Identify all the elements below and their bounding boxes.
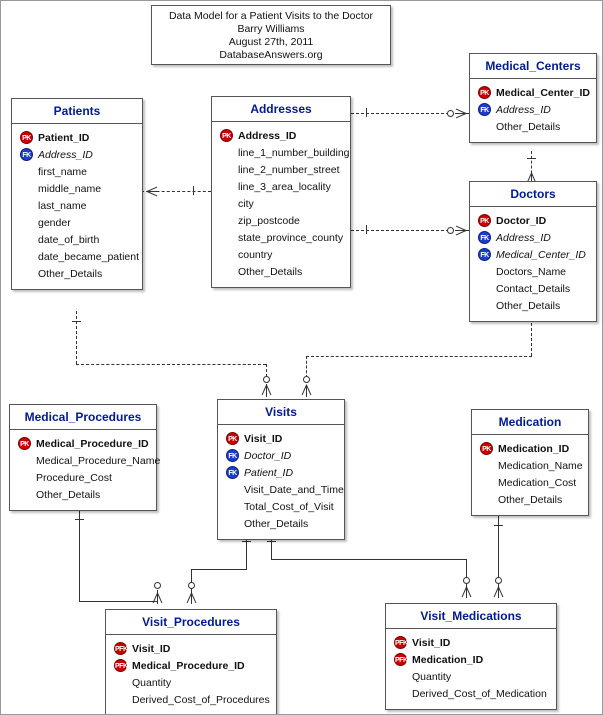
no-key-icon (20, 182, 33, 195)
tick-addresses-mc-one (366, 108, 367, 117)
attribute-row (12, 265, 142, 282)
attribute-row (470, 297, 596, 314)
no-key-icon (220, 180, 233, 193)
no-key-icon (220, 163, 233, 176)
diagram-title-line-3: August 27th, 2011 (228, 36, 314, 48)
attribute-label: Medical_Procedure_Name (36, 454, 161, 467)
pk-icon: PK (20, 131, 33, 144)
pfk-icon: PFK (114, 659, 127, 672)
attribute-label: Address_ID (238, 129, 297, 142)
attribute-label: Other_Details (496, 299, 561, 312)
attribute-row (218, 430, 344, 447)
attribute-label: Patient_ID (38, 131, 90, 144)
attribute-label: Other_Details (244, 517, 309, 530)
attribute-label: date_of_birth (38, 233, 100, 246)
attribute-label: Medical_Procedure_ID (132, 659, 245, 672)
attribute-row (12, 146, 142, 163)
no-key-icon (226, 517, 239, 530)
attribute-label: country (238, 248, 273, 261)
fk-icon: FK (478, 248, 491, 261)
attribute-row (470, 212, 596, 229)
entity-title-visits: Visits (218, 400, 344, 425)
crowfoot-visits-from-patients (261, 385, 272, 395)
entity-attributes-doctors (470, 207, 596, 321)
attribute-label: zip_postcode (238, 214, 300, 227)
no-key-icon (20, 267, 33, 280)
attribute-row (472, 457, 588, 474)
no-key-icon (220, 265, 233, 278)
diagram-title-box (151, 5, 391, 65)
optional-circle-visitproc-medproc (154, 582, 161, 589)
attribute-row (386, 634, 556, 651)
attribute-label: Contact_Details (496, 282, 571, 295)
attribute-row (212, 144, 350, 161)
pk-icon: PK (480, 442, 493, 455)
no-key-icon (20, 216, 33, 229)
attribute-row (12, 163, 142, 180)
entity-visit-procedures[interactable] (105, 609, 277, 715)
diagram-title-line-2: Barry Williams (237, 23, 305, 35)
entity-title-medical-procedures: Medical_Procedures (10, 405, 156, 430)
attribute-row (386, 651, 556, 668)
no-key-icon (114, 693, 127, 706)
attribute-label: date_became_patient (38, 250, 139, 263)
optional-circle-visits-patients (263, 376, 270, 383)
no-key-icon (18, 454, 31, 467)
attribute-label: Other_Details (498, 493, 563, 506)
optional-circle-visitproc-visits (188, 582, 195, 589)
entity-attributes-medication (472, 435, 588, 515)
entity-attributes-visit-medications (386, 629, 556, 709)
entity-visits[interactable] (217, 399, 345, 540)
crowfoot-visitproc-from-medproc (152, 593, 163, 603)
attribute-label: Total_Cost_of_Visit (244, 500, 334, 513)
pfk-icon: PFK (394, 636, 407, 649)
attribute-row (10, 469, 156, 486)
attribute-row (10, 486, 156, 503)
attribute-label: Doctor_ID (496, 214, 547, 227)
optional-circle-visits-doctors (303, 376, 310, 383)
no-key-icon (18, 488, 31, 501)
attribute-row (12, 231, 142, 248)
no-key-icon (20, 250, 33, 263)
link-patients-visits-v1 (76, 311, 77, 364)
attribute-label: Visit_ID (244, 432, 283, 445)
attribute-label: line_1_number_building (238, 146, 350, 159)
pfk-icon: PFK (394, 653, 407, 666)
tick-medication-one (494, 525, 503, 526)
no-key-icon (478, 120, 491, 133)
entity-title-visit-procedures: Visit_Procedures (106, 610, 276, 635)
attribute-label: Other_Details (238, 265, 303, 278)
attribute-label: first_name (38, 165, 88, 178)
attribute-label: gender (38, 216, 71, 229)
entity-attributes-visit-procedures (106, 635, 276, 715)
attribute-label: Address_ID (38, 148, 93, 161)
attribute-row (212, 263, 350, 280)
attribute-label: line_2_number_street (238, 163, 340, 176)
entity-attributes-medical-centers (470, 79, 596, 142)
tick-addresses-patients-one (193, 186, 194, 195)
crowfoot-visitproc-from-visits (186, 593, 197, 603)
attribute-label: Visit_ID (412, 636, 451, 649)
attribute-label: Derived_Cost_of_Procedures (132, 693, 270, 706)
fk-icon: FK (226, 466, 239, 479)
link-visits-visitproc-h (191, 569, 247, 570)
crowfoot-patients (147, 186, 157, 197)
attribute-row (106, 691, 276, 708)
crowfoot-visits-from-doctors (301, 385, 312, 395)
diagram-title-line-4: DatabaseAnswers.org (219, 49, 323, 61)
attribute-label: last_name (38, 199, 87, 212)
crowfoot-medical-centers (456, 108, 466, 119)
attribute-row (470, 246, 596, 263)
link-medication-visitmed-v1 (498, 515, 499, 597)
no-key-icon (220, 231, 233, 244)
no-key-icon (480, 476, 493, 489)
attribute-label: Medical_Center_ID (496, 248, 586, 261)
attribute-label: Medical_Center_ID (496, 86, 590, 99)
attribute-row (212, 246, 350, 263)
attribute-row (212, 127, 350, 144)
attribute-row (470, 280, 596, 297)
attribute-label: state_province_county (238, 231, 344, 244)
entity-attributes-patients (12, 124, 142, 289)
tick-visits-visitproc-one (242, 541, 251, 542)
entity-title-visit-medications: Visit_Medications (386, 604, 556, 629)
no-key-icon (220, 214, 233, 227)
entity-patients[interactable] (11, 98, 143, 290)
attribute-label: Other_Details (496, 120, 561, 133)
no-key-icon (478, 265, 491, 278)
attribute-label: Address_ID (496, 231, 551, 244)
pk-icon: PK (478, 86, 491, 99)
attribute-row (470, 118, 596, 135)
no-key-icon (220, 197, 233, 210)
attribute-row (470, 84, 596, 101)
attribute-row (386, 685, 556, 702)
entity-title-patients: Patients (12, 99, 142, 124)
tick-visits-visitmed-one (267, 541, 276, 542)
attribute-row (218, 447, 344, 464)
attribute-row (106, 640, 276, 657)
no-key-icon (226, 483, 239, 496)
attribute-row (12, 214, 142, 231)
optional-circle-visitmed-visits (463, 577, 470, 584)
attribute-label: Doctors_Name (496, 265, 567, 278)
diagram-title-line-1: Data Model for a Patient Visits to the Doctor (168, 10, 374, 22)
attribute-label: Visit_Date_and_Time (244, 483, 344, 496)
attribute-row (106, 674, 276, 691)
attribute-row (12, 180, 142, 197)
attribute-row (472, 491, 588, 508)
attribute-row (386, 668, 556, 685)
no-key-icon (20, 165, 33, 178)
no-key-icon (220, 248, 233, 261)
tick-patients-visits-one (72, 321, 81, 322)
attribute-row (470, 101, 596, 118)
attribute-label: Other_Details (36, 488, 101, 501)
link-medproc-visitproc-h (79, 601, 157, 602)
attribute-label: line_3_area_locality (238, 180, 331, 193)
attribute-label: middle_name (38, 182, 102, 195)
no-key-icon (20, 199, 33, 212)
attribute-row (10, 452, 161, 469)
link-visits-visitmed-h (271, 559, 466, 560)
no-key-icon (220, 146, 233, 159)
optional-circle-mc (447, 110, 454, 117)
attribute-label: Derived_Cost_of_Medication (412, 687, 547, 700)
attribute-row (12, 129, 142, 146)
link-doctors-visits-h (306, 356, 532, 357)
no-key-icon (226, 500, 239, 513)
attribute-row (218, 481, 344, 498)
pfk-icon: PFK (114, 642, 127, 655)
entity-title-medication: Medication (472, 410, 588, 435)
pk-icon: PK (226, 432, 239, 445)
crowfoot-visitmed-from-visits (461, 587, 472, 597)
attribute-row (218, 515, 344, 532)
attribute-label: Medication_ID (498, 442, 570, 455)
crowfoot-doctors (456, 225, 466, 236)
attribute-label: Medication_Cost (498, 476, 577, 489)
attribute-label: Patient_ID (244, 466, 294, 479)
no-key-icon (394, 687, 407, 700)
attribute-row (212, 178, 350, 195)
attribute-row (212, 229, 350, 246)
fk-icon: FK (226, 449, 239, 462)
entity-visit-medications[interactable] (385, 603, 557, 710)
pk-icon: PK (220, 129, 233, 142)
attribute-label: Medical_Procedure_ID (36, 437, 149, 450)
fk-icon: FK (478, 231, 491, 244)
optional-circle-visitmed-medication (495, 577, 502, 584)
attribute-row (470, 229, 596, 246)
entity-doctors[interactable] (469, 181, 597, 322)
link-medproc-visitproc-v1 (79, 509, 80, 601)
entity-attributes-medical-procedures (10, 430, 161, 510)
entity-attributes-addresses (212, 122, 350, 287)
attribute-row (472, 474, 588, 491)
tick-mc-doctors-one (527, 158, 536, 159)
attribute-label: Quantity (412, 670, 452, 683)
attribute-row (212, 161, 350, 178)
entity-medication[interactable] (471, 409, 589, 516)
entity-attributes-visits (218, 425, 344, 539)
entity-addresses[interactable] (211, 96, 351, 288)
no-key-icon (480, 459, 493, 472)
tick-addresses-doctors-one (366, 225, 367, 234)
no-key-icon (394, 670, 407, 683)
entity-medical-procedures[interactable] (9, 404, 161, 511)
attribute-row (12, 248, 142, 265)
entity-title-doctors: Doctors (470, 182, 596, 207)
entity-title-addresses: Addresses (212, 97, 350, 122)
attribute-label: city (238, 197, 254, 210)
attribute-row (470, 263, 596, 280)
attribute-row (10, 435, 156, 452)
tick-medproc-one (75, 519, 84, 520)
attribute-label: Procedure_Cost (36, 471, 112, 484)
pk-icon: PK (18, 437, 31, 450)
attribute-row (12, 197, 142, 214)
attribute-label: Address_ID (496, 103, 551, 116)
attribute-row (106, 657, 276, 674)
entity-medical-centers[interactable] (469, 53, 597, 143)
no-key-icon (480, 493, 493, 506)
attribute-row (212, 195, 350, 212)
attribute-label: Other_Details (38, 267, 103, 280)
no-key-icon (20, 233, 33, 246)
no-key-icon (114, 676, 127, 689)
attribute-label: Doctor_ID (244, 449, 292, 462)
attribute-label: Visit_ID (132, 642, 171, 655)
attribute-row (212, 212, 350, 229)
crowfoot-visitmed-from-medication (493, 587, 504, 597)
attribute-row (472, 440, 588, 457)
attribute-label: Medication_ID (412, 653, 484, 666)
no-key-icon (18, 471, 31, 484)
fk-icon: FK (478, 103, 491, 116)
attribute-label: Quantity (132, 676, 172, 689)
fk-icon: FK (20, 148, 33, 161)
entity-title-medical-centers: Medical_Centers (470, 54, 596, 79)
optional-circle-doctors (447, 227, 454, 234)
pk-icon: PK (478, 214, 491, 227)
link-patients-visits-h (76, 364, 266, 365)
no-key-icon (478, 299, 491, 312)
attribute-row (218, 464, 344, 481)
attribute-label: Medication_Name (498, 459, 583, 472)
attribute-row (218, 498, 344, 515)
no-key-icon (478, 282, 491, 295)
